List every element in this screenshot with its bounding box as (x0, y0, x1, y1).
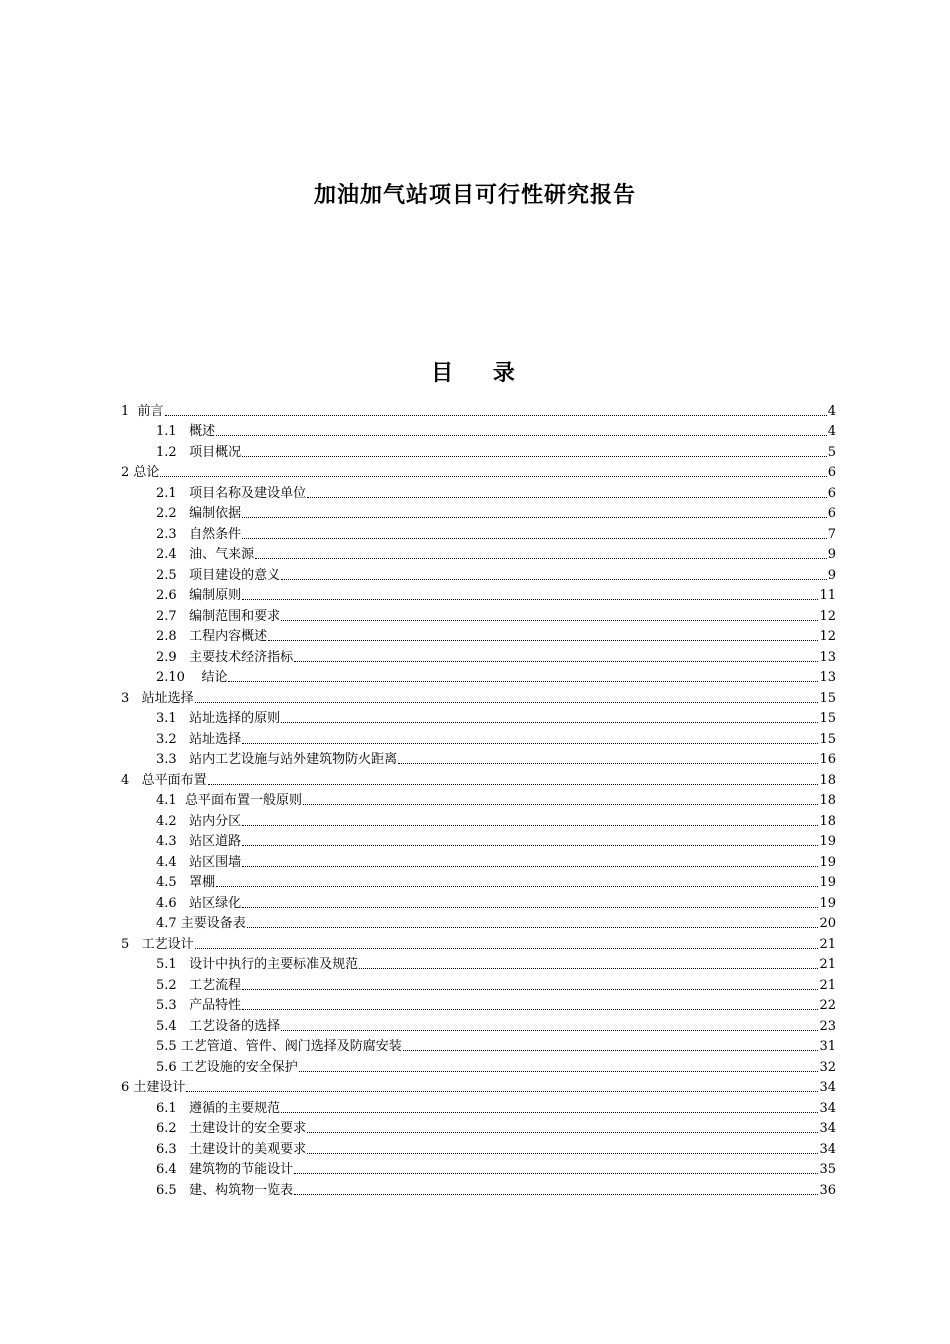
toc-dot-leader (242, 845, 818, 846)
toc-entry-page-number: 11 (819, 588, 836, 603)
toc-dot-leader (307, 1153, 818, 1154)
toc-entry-section[interactable] (121, 461, 836, 482)
toc-entry-page-number: 32 (819, 1059, 836, 1075)
toc-entry-label: 3.1 站址选择的原则 (156, 711, 281, 726)
toc-entry-label: 2.8 工程内容概述 (156, 629, 268, 644)
toc-entry-subsection[interactable] (121, 912, 836, 933)
toc-entry-page-number: 9 (827, 567, 836, 583)
toc-dot-leader (195, 948, 819, 949)
toc-entry-section[interactable] (121, 1076, 836, 1097)
toc-dot-leader (299, 1071, 819, 1072)
toc-entry-subsection[interactable] (121, 481, 836, 502)
toc-heading: 目 录 (431, 361, 531, 386)
toc-entry-label: 6.5 建、构筑物一览表 (156, 1182, 294, 1198)
toc-entry-subsection[interactable] (121, 994, 836, 1015)
toc-entry-page-number: 34 (819, 1121, 836, 1136)
toc-entry-subsection[interactable] (121, 625, 836, 646)
toc-entry-subsection[interactable] (121, 522, 836, 543)
toc-dot-leader (303, 804, 819, 805)
toc-dot-leader (281, 620, 818, 621)
toc-entry-page-number: 5 (827, 444, 836, 460)
toc-dot-leader (307, 497, 827, 498)
toc-entry-label: 1 前言 (121, 403, 164, 419)
toc-dot-leader (359, 968, 818, 969)
toc-entry-subsection[interactable] (121, 420, 836, 441)
toc-entry-page-number: 6 (827, 465, 836, 480)
toc-dot-leader (186, 1091, 818, 1092)
toc-entry-page-number: 12 (819, 629, 836, 644)
toc-dot-leader (242, 599, 818, 600)
toc-entry-label: 6.4 建筑物的节能设计 (156, 1162, 294, 1177)
toc-entry-page-number: 16 (819, 752, 836, 767)
toc-entry-section[interactable] (121, 399, 836, 420)
toc-entry-subsection[interactable] (121, 850, 836, 871)
toc-dot-leader (160, 476, 826, 477)
toc-dot-leader (403, 1050, 819, 1051)
toc-dot-leader (281, 1030, 818, 1031)
toc-dot-leader (242, 743, 818, 744)
toc-dot-leader (255, 558, 827, 559)
toc-dot-leader (281, 1112, 818, 1113)
toc-dot-leader (242, 907, 818, 908)
toc-entry-label: 6 土建设计 (121, 1080, 186, 1095)
toc-entry-page-number: 4 (827, 403, 836, 419)
toc-entry-page-number: 21 (819, 957, 836, 972)
toc-entry-label: 1.1 概述 (156, 424, 216, 439)
toc-dot-leader (247, 927, 819, 928)
toc-entry-label: 5.6 工艺设施的安全保护 (156, 1059, 298, 1075)
toc-entry-label: 2.9 主要技术经济指标 (156, 649, 294, 665)
toc-entry-label: 4.7 主要设备表 (156, 916, 246, 931)
toc-entry-label: 3.2 站址选择 (156, 731, 242, 747)
toc-dot-leader (242, 538, 827, 539)
toc-entry-label: 2.5 项目建设的意义 (156, 567, 281, 583)
toc-dot-leader (281, 579, 827, 580)
toc-entry-page-number: 34 (819, 1080, 836, 1095)
toc-entry-label: 5.1 设计中执行的主要标准及规范 (156, 957, 359, 972)
toc-entry-section[interactable] (121, 768, 836, 789)
table-of-contents (121, 399, 836, 1199)
toc-dot-leader (294, 661, 818, 662)
toc-entry-page-number: 15 (819, 690, 836, 706)
toc-entry-label: 4.5 罩棚 (156, 875, 216, 890)
toc-dot-leader (165, 415, 827, 416)
toc-entry-label: 5 工艺设计 (121, 936, 194, 952)
toc-dot-leader (216, 435, 827, 436)
toc-entry-subsection[interactable] (121, 1158, 836, 1179)
toc-dot-leader (294, 1194, 818, 1195)
toc-entry-subsection[interactable] (121, 543, 836, 564)
document-title: 加油加气站项目可行性研究报告 (313, 183, 636, 208)
toc-entry-subsection[interactable] (121, 830, 836, 851)
toc-entry-subsection[interactable] (121, 1035, 836, 1056)
toc-dot-leader (307, 1132, 818, 1133)
toc-entry-page-number: 20 (819, 916, 836, 931)
toc-entry-subsection[interactable] (121, 1178, 836, 1199)
toc-entry-label: 6.1 遵循的主要规范 (156, 1100, 281, 1116)
toc-dot-leader (242, 825, 818, 826)
toc-entry-label: 4.2 站内分区 (156, 813, 242, 829)
toc-entry-subsection[interactable] (121, 440, 836, 461)
toc-entry-subsection[interactable] (121, 1096, 836, 1117)
toc-entry-page-number: 18 (819, 813, 836, 829)
toc-entry-section[interactable] (121, 932, 836, 953)
toc-entry-label: 4.1 总平面布置一般原则 (156, 793, 302, 808)
toc-entry-page-number: 18 (819, 793, 836, 808)
toc-dot-leader (195, 702, 819, 703)
toc-entry-page-number: 34 (819, 1141, 836, 1157)
toc-entry-label: 1.2 项目概况 (156, 444, 242, 460)
toc-entry-label: 5.5 工艺管道、管件、阀门选择及防腐安装 (156, 1039, 402, 1054)
toc-entry-page-number: 13 (819, 670, 836, 685)
toc-dot-leader (294, 1173, 818, 1174)
toc-entry-page-number: 21 (819, 936, 836, 952)
toc-entry-page-number: 34 (819, 1100, 836, 1116)
toc-entry-page-number: 13 (819, 649, 836, 665)
toc-entry-label: 2.4 油、气来源 (156, 547, 255, 562)
toc-entry-label: 2.10 结论 (156, 670, 228, 685)
toc-entry-page-number: 9 (827, 547, 836, 562)
toc-entry-label: 5.2 工艺流程 (156, 977, 242, 993)
toc-entry-page-number: 19 (819, 834, 836, 849)
toc-entry-subsection[interactable] (121, 502, 836, 523)
toc-entry-subsection[interactable] (121, 707, 836, 728)
toc-entry-page-number: 4 (827, 424, 836, 439)
toc-entry-page-number: 23 (819, 1018, 836, 1034)
toc-entry-page-number: 19 (819, 854, 836, 870)
toc-entry-page-number: 6 (827, 506, 836, 521)
toc-dot-leader (281, 722, 818, 723)
toc-entry-subsection[interactable] (121, 1117, 836, 1138)
toc-entry-subsection[interactable] (121, 1055, 836, 1076)
toc-entry-subsection[interactable] (121, 748, 836, 769)
toc-entry-label: 4.4 站区围墙 (156, 854, 242, 870)
toc-entry-label: 5.3 产品特性 (156, 998, 242, 1013)
toc-entry-label: 2.1 项目名称及建设单位 (156, 485, 307, 501)
toc-entry-label: 3 站址选择 (121, 690, 194, 706)
toc-entry-subsection[interactable] (121, 809, 836, 830)
toc-entry-subsection[interactable] (121, 953, 836, 974)
toc-entry-label: 2.3 自然条件 (156, 526, 242, 542)
toc-entry-page-number: 15 (819, 731, 836, 747)
toc-dot-leader (242, 517, 827, 518)
toc-dot-leader (242, 456, 827, 457)
toc-entry-label: 4 总平面布置 (121, 772, 207, 788)
toc-entry-label: 3.3 站内工艺设施与站外建筑物防火距离 (156, 752, 398, 767)
toc-entry-page-number: 15 (819, 711, 836, 726)
toc-dot-leader (216, 886, 818, 887)
toc-entry-subsection[interactable] (121, 584, 836, 605)
toc-entry-label: 6.3 土建设计的美观要求 (156, 1141, 307, 1157)
toc-dot-leader (242, 866, 818, 867)
toc-entry-label: 4.3 站区道路 (156, 834, 242, 849)
toc-entry-subsection[interactable] (121, 789, 836, 810)
toc-entry-subsection[interactable] (121, 1014, 836, 1035)
toc-dot-leader (268, 640, 818, 641)
toc-entry-page-number: 7 (827, 526, 836, 542)
toc-entry-subsection[interactable] (121, 563, 836, 584)
toc-entry-subsection[interactable] (121, 871, 836, 892)
toc-entry-page-number: 19 (819, 895, 836, 911)
toc-dot-leader (242, 1009, 818, 1010)
toc-entry-page-number: 31 (819, 1039, 836, 1054)
toc-entry-label: 2.2 编制依据 (156, 506, 242, 521)
toc-entry-label: 4.6 站区绿化 (156, 895, 242, 911)
toc-entry-subsection[interactable] (121, 973, 836, 994)
toc-entry-subsection[interactable] (121, 891, 836, 912)
toc-dot-leader (242, 989, 818, 990)
toc-entry-subsection[interactable] (121, 727, 836, 748)
toc-entry-page-number: 18 (819, 772, 836, 788)
toc-entry-subsection[interactable] (121, 604, 836, 625)
toc-dot-leader (228, 681, 818, 682)
toc-entry-page-number: 35 (819, 1162, 836, 1177)
toc-entry-label: 5.4 工艺设备的选择 (156, 1018, 281, 1034)
toc-entry-label: 6.2 土建设计的安全要求 (156, 1121, 307, 1136)
toc-entry-section[interactable] (121, 686, 836, 707)
toc-entry-page-number: 22 (819, 998, 836, 1013)
toc-entry-label: 2 总论 (121, 465, 160, 480)
toc-entry-label: 2.7 编制范围和要求 (156, 608, 281, 624)
toc-entry-page-number: 6 (827, 485, 836, 501)
toc-dot-leader (398, 763, 818, 764)
toc-entry-page-number: 19 (819, 875, 836, 890)
toc-entry-page-number: 12 (819, 608, 836, 624)
toc-entry-subsection[interactable] (121, 666, 836, 687)
toc-entry-page-number: 21 (819, 977, 836, 993)
toc-entry-subsection[interactable] (121, 1137, 836, 1158)
toc-dot-leader (208, 784, 819, 785)
toc-entry-subsection[interactable] (121, 645, 836, 666)
toc-entry-label: 2.6 编制原则 (156, 588, 242, 603)
toc-entry-page-number: 36 (819, 1182, 836, 1198)
